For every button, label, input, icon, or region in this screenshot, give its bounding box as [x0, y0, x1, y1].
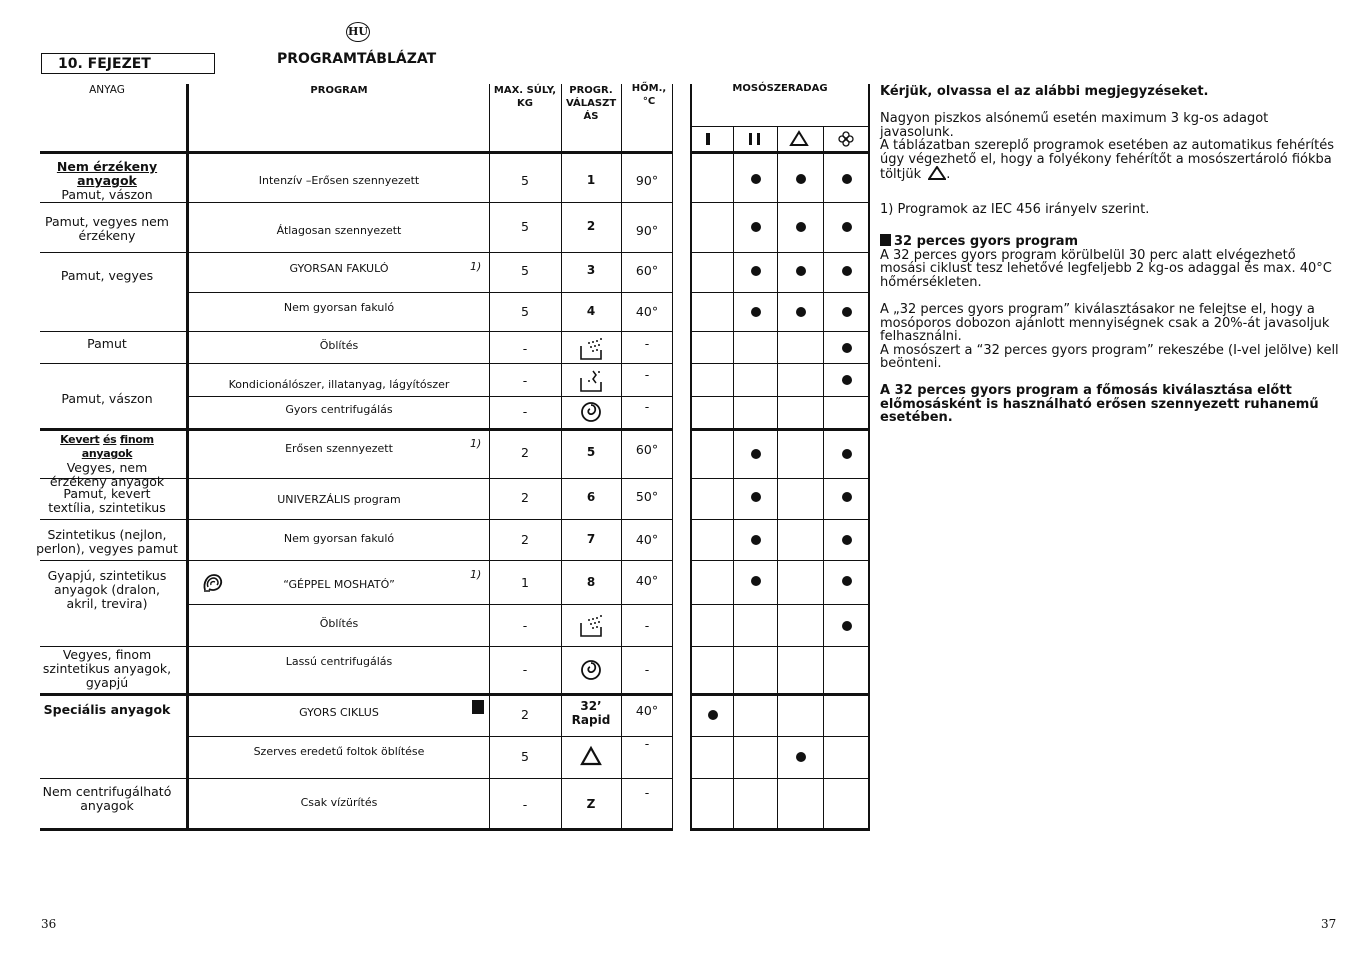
material-label: Pamut, vászon	[61, 391, 153, 406]
temperature: 40°	[635, 573, 659, 588]
row-rule	[188, 736, 673, 737]
detergent-dot	[842, 492, 852, 502]
row-rule	[690, 396, 870, 397]
header-rule	[692, 126, 868, 127]
header-material: ANYAG	[89, 84, 125, 96]
section-word: Kevert	[60, 433, 100, 446]
detergent-dot	[842, 621, 852, 631]
note-text: .	[946, 167, 951, 182]
row-rule	[188, 778, 673, 779]
program-name: Átlagosan szennyezett	[276, 224, 402, 237]
detergent-dot	[751, 535, 761, 545]
temperature: 40°	[635, 703, 659, 718]
rinse-icon	[579, 337, 605, 361]
row-rule	[690, 560, 870, 561]
row-rule	[188, 331, 673, 332]
temperature: -	[644, 399, 650, 414]
detergent-dot	[842, 222, 852, 232]
col-divider	[868, 84, 870, 830]
program-name: Erősen szennyezett	[285, 442, 393, 455]
spin-icon	[579, 658, 605, 682]
rapid-heading-text: 32 perces gyors program	[894, 234, 1079, 249]
detergent-dot	[751, 576, 761, 586]
detergent-dot	[796, 307, 806, 317]
max-weight: 2	[521, 532, 529, 547]
material-label: Pamut, vegyes nem érzékeny	[45, 214, 169, 243]
note-text	[880, 139, 1340, 182]
flower-compartment-icon	[838, 131, 854, 147]
section-rule-thick	[40, 428, 187, 431]
detergent-dot	[842, 307, 852, 317]
detergent-dot	[751, 222, 761, 232]
row-rule	[40, 202, 187, 203]
note-text: A 32 perces gyors program körülbelül 30 perc alatt elvégezhető mosási ciklust tesz lehetővé legfeljebb 2 kg-os adaggal és max. 40°C hőmérsékleten.	[880, 247, 1332, 290]
header-detergent: MOSÓSZERADAG	[732, 83, 828, 94]
row-rule	[690, 604, 870, 605]
col-divider-thick	[186, 84, 189, 830]
rinse-icon	[579, 614, 605, 638]
row-rule	[40, 252, 187, 253]
footnote-marker: 1)	[470, 260, 482, 273]
selector-part: 32’	[580, 699, 602, 713]
table-bottom-rule	[40, 828, 673, 831]
temperature: -	[644, 336, 650, 351]
row-rule	[188, 478, 673, 479]
detergent-dot	[751, 492, 761, 502]
max-weight: 2	[521, 445, 529, 460]
material-label: Pamut, kevert textília, szintetikus	[48, 486, 166, 515]
row-rule	[690, 292, 870, 293]
row-rule	[40, 778, 187, 779]
row-rule	[690, 202, 870, 203]
footnote-marker: 1)	[470, 437, 482, 450]
note-text: A táblázatban szereplő programok esetében az automatikus fehérítés úgy végezhető el, hogy a folyékony fehérítőt a mosószertároló fiókba töltjük	[880, 138, 1335, 182]
max-weight: -	[522, 662, 528, 677]
max-weight: -	[522, 618, 528, 633]
max-weight: 5	[521, 304, 529, 319]
max-weight: -	[522, 341, 528, 356]
header-rule-thick	[40, 151, 673, 154]
program-name: UNIVERZÁLIS program	[277, 493, 401, 506]
note-text: A mosószert a “32 perces gyors program” rekeszébe (I-vel jelölve) kell beönteni.	[880, 342, 1339, 371]
max-weight: -	[522, 373, 528, 388]
detergent-dot	[842, 266, 852, 276]
material-label: Szintetikus (nejlon, perlon), vegyes pamut	[36, 527, 178, 556]
max-weight: -	[522, 404, 528, 419]
program-selector: 1	[586, 173, 596, 187]
program-name: Szerves eredetű foltok öblítése	[253, 745, 425, 758]
note-text: A „32 perces gyors program” kiválasztásakor ne felejtse el, hogy a mosóporos dobozon ajánlott mennyiségnek csak a 20%-át javasoljuk felhasználni.	[880, 302, 1330, 344]
program-name: Intenzív –Erősen szennyezett	[258, 174, 420, 187]
program-selector: Z	[586, 797, 596, 811]
program-name: “GÉPPEL MOSHATÓ”	[283, 578, 395, 591]
detergent-dot	[796, 266, 806, 276]
temperature: -	[644, 736, 650, 751]
program-selector	[562, 699, 620, 727]
temperature: -	[644, 785, 650, 800]
page-number-right: 37	[1321, 917, 1337, 931]
program-name: Öblítés	[319, 617, 359, 630]
page-title: PROGRAMTÁBLÁZAT	[277, 51, 437, 67]
row-rule	[690, 478, 870, 479]
material-label: Vegyes, nem érzékeny anyagok	[49, 460, 165, 489]
max-weight: 5	[521, 173, 529, 188]
temperature: 90°	[635, 223, 659, 238]
max-weight: 5	[521, 749, 529, 764]
material-label: Nem centrifugálható anyagok	[42, 784, 172, 813]
program-name: Gyors centrifugálás	[285, 403, 393, 416]
row-rule	[188, 252, 673, 253]
note-text: Nagyon piszkos alsónemű esetén maximum 3 kg-os adagot javasolunk.	[880, 111, 1269, 140]
header-rule-thick	[690, 151, 870, 154]
max-weight: 2	[521, 707, 529, 722]
program-name: Lassú centrifugálás	[285, 655, 393, 668]
square-icon	[880, 234, 891, 246]
detergent-dot	[796, 222, 806, 232]
row-rule	[188, 519, 673, 520]
section-rule-thick	[40, 693, 187, 696]
temperature: 40°	[635, 532, 659, 547]
section-title	[40, 433, 174, 461]
language-badge: HU	[346, 22, 370, 42]
temperature: 90°	[635, 173, 659, 188]
header-program: PROGRAM	[310, 85, 368, 96]
note-paragraph	[880, 112, 1340, 182]
row-rule	[188, 396, 673, 397]
max-weight: 2	[521, 490, 529, 505]
max-weight: 5	[521, 263, 529, 278]
section-word: és	[102, 433, 117, 446]
program-name: Csak vízürítés	[300, 796, 378, 809]
row-rule	[40, 519, 187, 520]
program-selector: 2	[586, 219, 596, 233]
detergent-dot	[796, 174, 806, 184]
row-rule	[690, 778, 870, 779]
detergent-dot	[708, 710, 718, 720]
col-divider	[690, 84, 692, 830]
program-selector: 7	[586, 532, 596, 546]
compartment-ii-icon	[749, 133, 761, 145]
program-name: Öblítés	[319, 339, 359, 352]
material-label: Pamut	[87, 336, 127, 351]
page-number-left: 36	[41, 917, 57, 931]
spin-icon	[579, 400, 605, 424]
detergent-dot	[796, 752, 806, 762]
program-name: Kondicionálószer, illatanyag, lágyítószer	[228, 378, 450, 391]
max-weight: 1	[521, 575, 529, 590]
section-rule-thick	[690, 428, 870, 431]
compartment-i-icon	[706, 133, 710, 145]
section-word: anyagok	[81, 447, 133, 460]
row-rule	[188, 363, 673, 364]
section-rule-thick	[188, 428, 673, 431]
note-iec: 1) Programok az IEC 456 irányelv szerint.	[880, 202, 1150, 217]
header-temperature: HŐM., °C	[631, 83, 667, 107]
max-weight: -	[522, 797, 528, 812]
triangle-compartment-icon	[790, 131, 808, 146]
temperature: 40°	[635, 304, 659, 319]
row-rule	[188, 604, 673, 605]
temperature: 60°	[635, 263, 659, 278]
section-word: finom	[119, 433, 154, 446]
row-rule	[690, 646, 870, 647]
material-label: Gyapjú, szintetikus anyagok (dralon, akril, trevira)	[47, 568, 167, 611]
temperature: -	[644, 662, 650, 677]
material-label: Pamut, vászon	[61, 187, 153, 202]
col-divider	[672, 84, 673, 830]
temperature: -	[644, 367, 650, 382]
section-rule-thick	[188, 693, 673, 696]
detergent-dot	[842, 375, 852, 385]
footnote-marker: 1)	[470, 568, 482, 581]
selector-part: Rapid	[571, 713, 611, 727]
detergent-dot	[842, 174, 852, 184]
material-label: Pamut, vegyes	[60, 268, 154, 283]
row-rule	[690, 252, 870, 253]
program-selector: 5	[586, 445, 596, 459]
table-bottom-rule	[690, 828, 870, 831]
program-name: Nem gyorsan fakuló	[283, 301, 395, 314]
notes-heading: Kérjük, olvassa el az alábbi megjegyzéseket.	[880, 84, 1209, 99]
row-rule	[690, 363, 870, 364]
detergent-dot	[751, 266, 761, 276]
detergent-dot	[842, 449, 852, 459]
triangle-icon	[579, 745, 605, 769]
material-label: Vegyes, finom szintetikus anyagok, gyapjú	[42, 647, 172, 690]
row-rule	[40, 363, 187, 364]
temperature: 50°	[635, 489, 659, 504]
row-rule	[188, 292, 673, 293]
triangle-icon	[928, 166, 946, 180]
section-rule-thick	[690, 693, 870, 696]
row-rule	[40, 560, 187, 561]
rapid-heading	[880, 234, 1340, 249]
row-rule	[40, 331, 187, 332]
program-name: GYORS CIKLUS	[299, 706, 379, 719]
row-rule	[188, 646, 673, 647]
section-title-special: Speciális anyagok	[43, 702, 171, 717]
temperature: 60°	[635, 442, 659, 457]
header-program-select: PROGR. VÁLASZT ÁS	[566, 85, 617, 122]
detergent-dot	[842, 343, 852, 353]
max-weight: 5	[521, 219, 529, 234]
detergent-dot	[751, 174, 761, 184]
chapter-label: 10. FEJEZET	[41, 53, 215, 74]
note-prewash: A 32 perces gyors program a főmosás kiválasztása előtt előmosásként is használható erősen szennyezett ruhanemű esetében.	[880, 383, 1319, 425]
row-rule	[690, 519, 870, 520]
row-rule	[690, 736, 870, 737]
section-heading-mixed-delicate	[40, 433, 174, 489]
row-rule	[690, 331, 870, 332]
program-selector: 3	[586, 263, 596, 277]
detergent-dot	[751, 449, 761, 459]
note-dosage	[880, 303, 1340, 371]
section-heading-non-sensitive	[40, 160, 174, 202]
program-selector: 4	[586, 304, 596, 318]
detergent-dot	[842, 535, 852, 545]
row-rule	[188, 202, 673, 203]
col-divider	[621, 84, 622, 830]
program-selector: 8	[586, 575, 596, 589]
note-rapid	[880, 234, 1340, 289]
softener-icon	[579, 369, 605, 393]
program-name: GYORSAN FAKULÓ	[289, 262, 389, 275]
program-selector: 6	[586, 490, 596, 504]
row-rule	[188, 560, 673, 561]
header-max-weight: MAX. SÚLY, KG	[493, 85, 557, 109]
detergent-dot	[751, 307, 761, 317]
section-title: Nem érzékeny anyagok	[56, 159, 158, 188]
temperature: -	[644, 618, 650, 633]
detergent-dot	[842, 576, 852, 586]
program-name: Nem gyorsan fakuló	[283, 532, 395, 545]
